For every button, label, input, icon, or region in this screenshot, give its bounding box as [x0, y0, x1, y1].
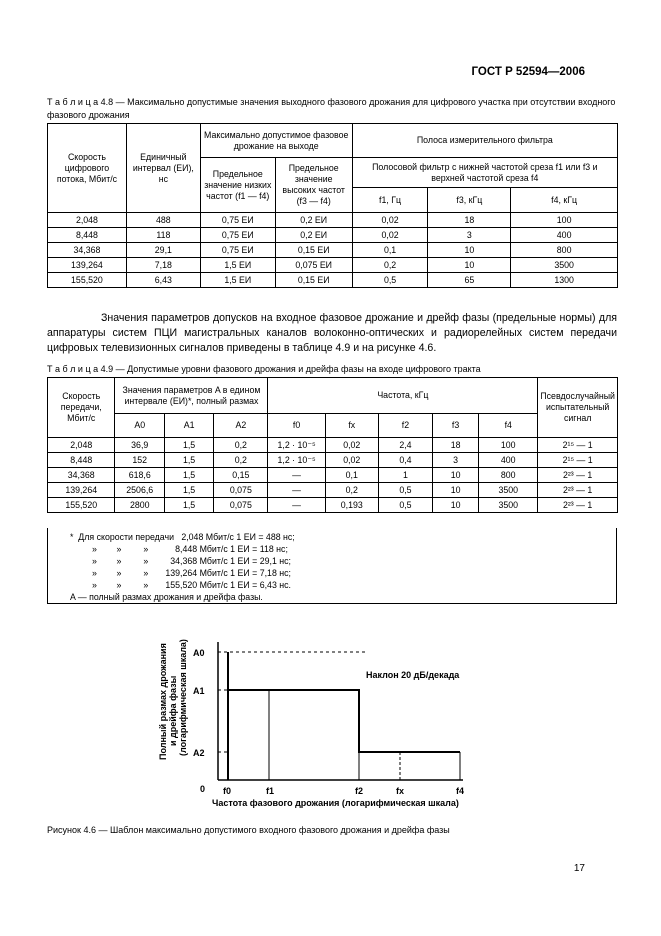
table-cell: 0,5 — [378, 483, 432, 498]
label-f4: f4 — [456, 786, 465, 796]
table-cell: 2,4 — [378, 438, 432, 453]
table-cell: 0,02 — [325, 438, 378, 453]
table-cell: 2,048 — [48, 438, 115, 453]
t48-h-ui: Единичный интервал (ЕИ), нс — [126, 124, 200, 213]
table-cell: 0,02 — [352, 213, 428, 228]
table-cell: 1,2 · 10⁻⁵ — [268, 438, 325, 453]
table-cell: 10 — [433, 498, 479, 513]
table-cell: 0,2 — [352, 258, 428, 273]
page-number: 17 — [573, 863, 585, 874]
table-cell: 18 — [428, 213, 511, 228]
label-origin: 0 — [200, 784, 206, 794]
table-cell: 0,75 ЕИ — [200, 243, 275, 258]
table-cell: 0,75 ЕИ — [200, 228, 275, 243]
table-cell: 8,448 — [48, 453, 115, 468]
table-cell: 0,4 — [378, 453, 432, 468]
table-cell: 18 — [433, 438, 479, 453]
t49-h-f2: f2 — [378, 414, 432, 438]
table-cell: 2²³ — 1 — [538, 498, 618, 513]
note-line: » » » 139,264 Мбит/с 1 ЕИ = 7,18 нс; — [92, 568, 291, 578]
table-cell: 2¹⁵ — 1 — [538, 438, 618, 453]
table-cell: 0,15 ЕИ — [275, 243, 352, 258]
t49-h-f0: f0 — [268, 414, 325, 438]
body-paragraph: Значения параметров допусков на входное фазовое дрожание и дрейф фазы (предельные нормы) для аппаратуры систем ПЦИ магистральных каналов волоконно-оптических и радиорелейных систем передачи цифровых телевизионных сигналов приведены в таблице 4.9 и на рисунке 4.6. — [47, 312, 617, 354]
t48-h-band: Полоса измерительного фильтра — [352, 124, 617, 158]
slope-label: Наклон 20 дБ/декада — [366, 670, 460, 680]
table-cell: 0,5 — [352, 273, 428, 288]
table-cell: 10 — [433, 483, 479, 498]
table-cell: 7,18 — [126, 258, 200, 273]
table-cell: 1,2 · 10⁻⁵ — [268, 453, 325, 468]
table-cell: 152 — [115, 453, 165, 468]
t48-h-filter: Полосовой фильтр с нижней частотой среза f1 или f3 и верхней частотой среза f4 — [352, 158, 617, 188]
tolerance-mask-line — [228, 652, 460, 752]
table-cell: 488 — [126, 213, 200, 228]
table-cell: 3 — [428, 228, 511, 243]
table-cell: 1,5 — [165, 483, 214, 498]
t49-h-a2: A2 — [214, 414, 268, 438]
t48-h-low: Предельное значение низких частот (f1 — f4) — [200, 158, 275, 213]
table-cell: 1,5 — [165, 468, 214, 483]
table-cell: 2506,6 — [115, 483, 165, 498]
table-cell: 3500 — [479, 483, 538, 498]
table-cell: 139,264 — [48, 483, 115, 498]
table-cell: 400 — [479, 453, 538, 468]
y-axis-label-line3: (логарифмическая шкала) — [178, 639, 188, 756]
table-cell: 10 — [433, 468, 479, 483]
table-cell: 800 — [511, 243, 618, 258]
label-f2: f2 — [355, 786, 364, 796]
x-axis-label: Частота фазового дрожания (логарифмическая шкала) — [212, 798, 459, 808]
table-cell: 139,264 — [48, 258, 127, 273]
table-cell: 618,6 — [115, 468, 165, 483]
table-cell: 0,15 — [214, 468, 268, 483]
t49-h-speed: Скорость передачи, Мбит/с — [48, 378, 115, 438]
t49-h-test: Псевдослучайный испытательный сигнал — [538, 378, 618, 438]
table-cell: 1,5 ЕИ — [200, 258, 275, 273]
table-cell: 0,075 — [214, 498, 268, 513]
table-cell: 0,193 — [325, 498, 378, 513]
table-cell: 0,075 — [214, 483, 268, 498]
table-cell: 0,2 — [325, 483, 378, 498]
note-line: A — полный размах дрожания и дрейфа фазы. — [70, 592, 263, 602]
table-cell: 1,5 — [165, 453, 214, 468]
table-cell: 800 — [479, 468, 538, 483]
table-4-8-caption: Т а б л и ц а 4.8 — Максимально допустимые значения выходного фазового дрожания для цифрового участка при отсутствии входного фазового дрожания — [47, 97, 616, 120]
t49-h-f3: f3 — [433, 414, 479, 438]
table-cell: 400 — [511, 228, 618, 243]
table-cell: 0,2 ЕИ — [275, 213, 352, 228]
table-cell: 3 — [433, 453, 479, 468]
t49-h-fx: fx — [325, 414, 378, 438]
table-cell: 0,75 ЕИ — [200, 213, 275, 228]
table-cell: 0,1 — [325, 468, 378, 483]
table-cell: 0,075 ЕИ — [275, 258, 352, 273]
t49-h-vals: Значения параметров A в едином интервале (ЕИ)*, полный размах — [115, 378, 268, 414]
table-cell: 10 — [428, 243, 511, 258]
table-cell: 2¹⁵ — 1 — [538, 453, 618, 468]
table-cell: 0,2 ЕИ — [275, 228, 352, 243]
table-cell: 34,368 — [48, 243, 127, 258]
figure-caption: Рисунок 4.6 — Шаблон максимально допустимого входного фазового дрожания и дрейфа фазы — [47, 825, 450, 835]
table-cell: 0,02 — [352, 228, 428, 243]
table-cell: 100 — [479, 438, 538, 453]
standard-header: ГОСТ Р 52594—2006 — [471, 66, 585, 78]
table-cell: 34,368 — [48, 468, 115, 483]
table-cell: 29,1 — [126, 243, 200, 258]
t48-h-speed: Скорость цифрового потока, Мбит/с — [48, 124, 127, 213]
note-line: * Для скорости передачи 2,048 Мбит/с 1 ЕИ = 488 нс; — [70, 532, 295, 542]
table-cell: 118 — [126, 228, 200, 243]
t49-h-f4: f4 — [479, 414, 538, 438]
table-cell: 2800 — [115, 498, 165, 513]
table-cell: 1,5 ЕИ — [200, 273, 275, 288]
table-cell: 100 — [511, 213, 618, 228]
table-cell: 155,520 — [48, 498, 115, 513]
table-cell: 2,048 — [48, 213, 127, 228]
label-f1: f1 — [266, 786, 275, 796]
t48-h-f3: f3, кГц — [428, 188, 511, 213]
table-cell: 3500 — [479, 498, 538, 513]
table-cell: 3500 — [511, 258, 618, 273]
table-4-9-caption: Т а б л и ц а 4.9 — Допустимые уровни фазового дрожания и дрейфа фазы на входе цифрового тракта — [47, 364, 481, 374]
table-cell: 1300 — [511, 273, 618, 288]
table-cell: 155,520 — [48, 273, 127, 288]
label-a0: A0 — [193, 648, 205, 658]
note-line: » » » 8,448 Мбит/с 1 ЕИ = 118 нс; — [92, 544, 288, 554]
table-cell: 2²³ — 1 — [538, 483, 618, 498]
table-cell: 2²³ — 1 — [538, 468, 618, 483]
t48-h-high: Предельное значение высоких частот (f3 — f4) — [275, 158, 352, 213]
t48-h-f1: f1, Гц — [352, 188, 428, 213]
y-axis-label-line2: и дрейфа фазы — [168, 675, 178, 746]
note-line: » » » 155,520 Мбит/с 1 ЕИ = 6,43 нс. — [92, 580, 291, 590]
note-line: » » » 34,368 Мбит/с 1 ЕИ = 29,1 нс; — [92, 556, 291, 566]
t48-h-maxout: Максимально допустимое фазовое дрожание на выходе — [200, 124, 352, 158]
table-cell: — — [268, 468, 325, 483]
label-fx: fx — [396, 786, 405, 796]
table-cell: — — [268, 498, 325, 513]
y-axis-label-line1: Полный размах дрожания — [158, 643, 168, 760]
table-cell: 1,5 — [165, 438, 214, 453]
table-cell: — — [268, 483, 325, 498]
t48-h-f4: f4, кГц — [511, 188, 618, 213]
table-cell: 6,43 — [126, 273, 200, 288]
table-cell: 0,2 — [214, 453, 268, 468]
label-f0: f0 — [223, 786, 232, 796]
table-cell: 0,15 ЕИ — [275, 273, 352, 288]
table-cell: 10 — [428, 258, 511, 273]
label-a1: A1 — [193, 686, 205, 696]
table-cell: 0,1 — [352, 243, 428, 258]
table-cell: 0,02 — [325, 453, 378, 468]
t49-h-freq: Частота, кГц — [268, 378, 538, 414]
t49-h-a0: A0 — [115, 414, 165, 438]
table-cell: 1 — [378, 468, 432, 483]
table-cell: 8,448 — [48, 228, 127, 243]
t49-h-a1: A1 — [165, 414, 214, 438]
table-cell: 36,9 — [115, 438, 165, 453]
table-cell: 65 — [428, 273, 511, 288]
table-cell: 1,5 — [165, 498, 214, 513]
table-cell: 0,5 — [378, 498, 432, 513]
label-a2: A2 — [193, 748, 205, 758]
table-cell: 0,2 — [214, 438, 268, 453]
